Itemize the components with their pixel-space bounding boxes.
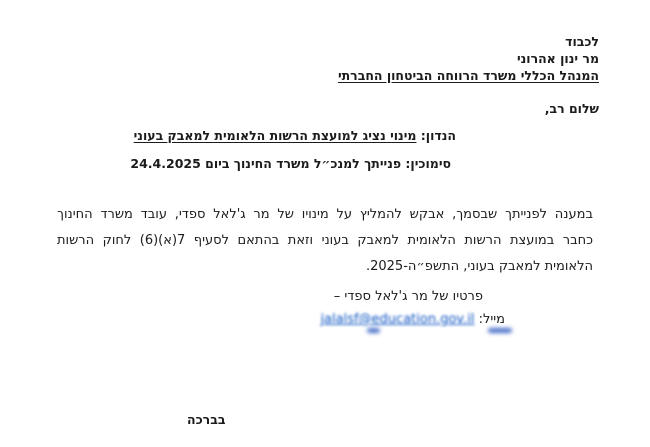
body-line-1: במענה לפנייתך שבסמך, אבקש להמליץ על מינויו של מר ג'לאל ספדי, עובד משרד החינוך [57, 207, 593, 222]
ink-smudge [367, 328, 380, 333]
details-heading: פרטיו של מר ג'לאל ספדי – [333, 289, 483, 304]
subject-text: מינוי נציג למועצת הרשות הלאומית למאבק בעוני [133, 128, 417, 143]
email-label: מייל: [474, 312, 505, 327]
body-line-3: הלאומית למאבק בעוני, התשפ״ה-2025. [365, 259, 593, 274]
reference-line: סימוכין: פנייתך למנכ״ל משרד החינוך ביום 24.4.2025 [130, 156, 451, 171]
recipient-name: מר ינון אהרוני [516, 51, 599, 66]
recipient-title: המנהל הכללי משרד הרווחה הביטחון החברתי [337, 68, 599, 83]
recipient-block [338, 33, 599, 84]
ink-smudge [488, 328, 512, 333]
greeting-line: שלום רב, [544, 101, 599, 116]
recipient-salutation: לכבוד [565, 34, 599, 49]
email-line [320, 312, 505, 327]
email-link[interactable]: jalalsf@education.gov.il [320, 312, 475, 327]
body-paragraph [57, 202, 593, 280]
body-line-2: כחבר במועצת הרשות הלאומית למאבק בעוני וזאת בהתאם לסעיף 7(א)(6) לחוק הרשות [57, 233, 593, 248]
subject-line [134, 128, 456, 143]
subject-label: הנדון: [416, 128, 456, 143]
closing-line: בברכה [187, 412, 226, 427]
